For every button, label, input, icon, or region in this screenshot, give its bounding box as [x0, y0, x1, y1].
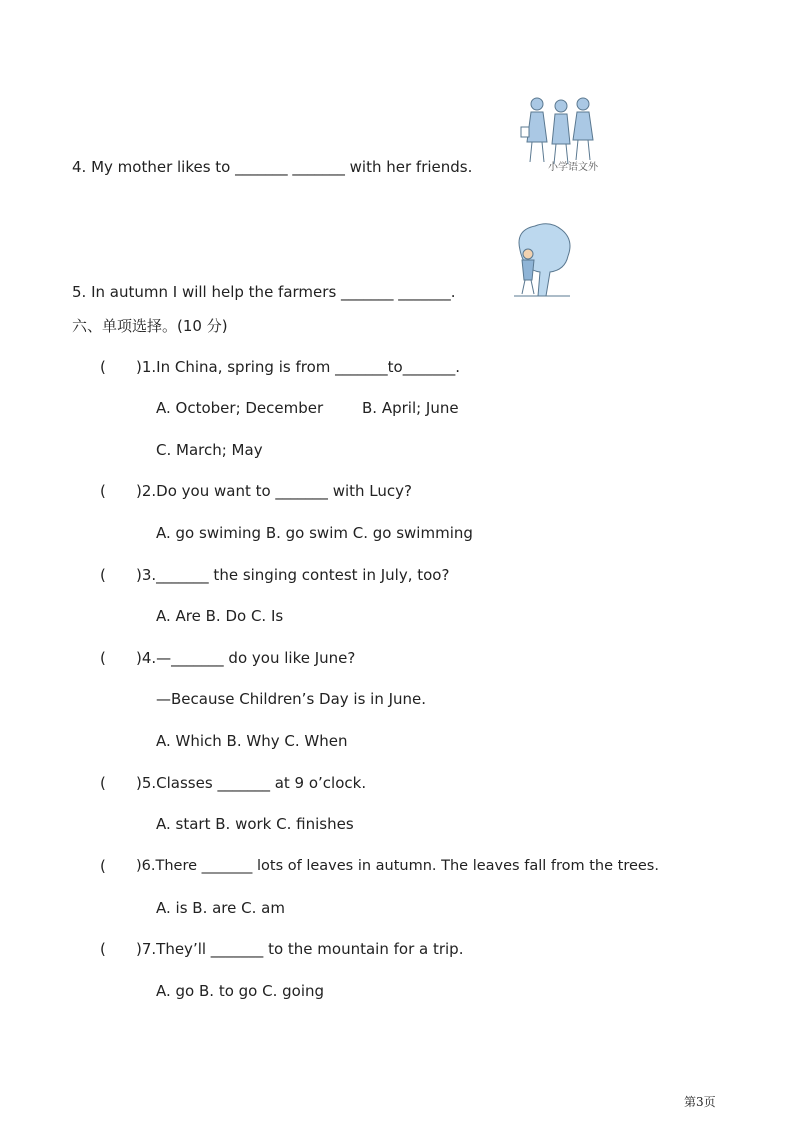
- question-1-options-c: C. March; May: [156, 441, 263, 459]
- answer-paren: (: [100, 358, 106, 376]
- question-7-stem: )7.They’ll _______ to the mountain for a trip.: [136, 940, 464, 958]
- answer-paren: (: [100, 774, 106, 792]
- answer-paren: (: [100, 940, 106, 958]
- question-4-options: A. Which B. Why C. When: [156, 732, 348, 750]
- question-7-options: A. go B. to go C. going: [156, 982, 325, 1000]
- question-2-options: A. go swiming B. go swim C. go swimming: [156, 524, 473, 542]
- question-5-options: A. start B. work C. finishes: [156, 815, 354, 833]
- question-1-stem: )1.In China, spring is from _______to_______.: [136, 358, 460, 376]
- question-3-options: A. Are B. Do C. Is: [156, 607, 284, 625]
- question-2-stem: )2.Do you want to _______ with Lucy?: [136, 482, 412, 500]
- answer-paren: (: [100, 482, 106, 500]
- question-4-fill: 4. My mother likes to _______ _______ with her friends.: [72, 158, 473, 176]
- page-number: 第3页: [684, 1095, 716, 1109]
- question-1-options-a: A. October; December: [156, 399, 324, 417]
- question-5-stem: )5.Classes _______ at 9 o’clock.: [136, 774, 367, 792]
- answer-paren: (: [100, 857, 106, 875]
- question-4-sub: —Because Children’s Day is in June.: [156, 690, 427, 708]
- question-6-stem: )6.There _______ lots of leaves in autumn. The leaves fall from the trees.: [136, 858, 659, 874]
- watermark-text: 小学语文外: [548, 162, 598, 173]
- answer-paren: (: [100, 566, 106, 584]
- question-1-options-b: B. April; June: [362, 399, 459, 417]
- question-4-stem: )4.—_______ do you like June?: [136, 649, 356, 667]
- question-3-stem: )3._______ the singing contest in July, too?: [136, 566, 450, 584]
- question-5-fill: 5. In autumn I will help the farmers _______ _______.: [72, 283, 456, 301]
- question-6-options: A. is B. are C. am: [156, 899, 285, 917]
- section-six-heading: 六、单项选择。(10 分): [72, 317, 228, 335]
- answer-paren: (: [100, 649, 106, 667]
- child-picking-tree-illustration: [510, 220, 575, 298]
